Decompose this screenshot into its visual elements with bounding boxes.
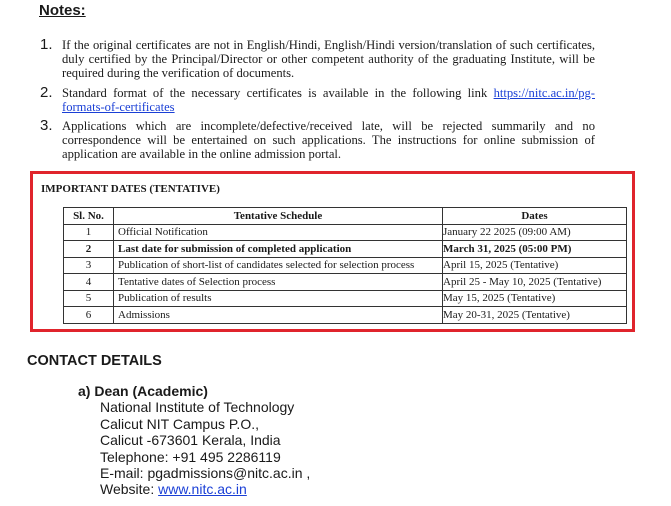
table-header-row <box>64 208 627 225</box>
table-row <box>64 274 627 291</box>
note-number: 1. <box>40 36 53 53</box>
row-schedule: Official Notification <box>114 224 443 241</box>
row-date: May 15, 2025 (Tentative) <box>443 290 627 307</box>
row-schedule: Publication of results <box>114 290 443 307</box>
row-date: April 25 - May 10, 2025 (Tentative) <box>443 274 627 291</box>
note-number: 2. <box>40 83 53 101</box>
row-number: 3 <box>64 257 114 274</box>
row-number: 5 <box>64 290 114 307</box>
table-row <box>64 307 627 324</box>
contact-line: E-mail: pgadmissions@nitc.ac.in , <box>100 465 311 482</box>
dates-table <box>63 207 627 324</box>
row-schedule: Tentative dates of Selection process <box>114 274 443 291</box>
contact-label: a) Dean (Academic) <box>78 383 208 399</box>
important-dates-heading: IMPORTANT DATES (TENTATIVE) <box>41 183 220 195</box>
table-row <box>64 257 627 274</box>
contact-line: Telephone: +91 495 2286119 <box>100 448 281 465</box>
row-schedule: Publication of short-list of candidates selected for selection process <box>114 257 443 274</box>
column-header: Dates <box>443 208 627 225</box>
row-schedule: Admissions <box>114 307 443 324</box>
contact-block <box>78 383 310 498</box>
table-row <box>64 290 627 307</box>
note-item <box>40 119 595 162</box>
row-number: 6 <box>64 307 114 324</box>
row-schedule: Last date for submission of completed application <box>114 241 443 258</box>
contact-details-title: CONTACT DETAILS <box>27 353 162 369</box>
row-date: May 20-31, 2025 (Tentative) <box>443 307 627 324</box>
note-text: Applications which are incomplete/defective/received late, will be rejected summarily and no correspondence will be entertained on such applications. The instructions for online submission of application are available in the online admission portal. <box>62 119 595 162</box>
table-row <box>64 224 627 241</box>
contact-line: National Institute of Technology <box>100 399 295 416</box>
row-date: April 15, 2025 (Tentative) <box>443 257 627 274</box>
note-item <box>40 38 595 81</box>
note-item <box>40 83 595 114</box>
column-header: Sl. No. <box>64 208 114 225</box>
note-text: Standard format of the necessary certificates is available in the following link <box>62 85 494 100</box>
row-number: 4 <box>64 274 114 291</box>
note-text: If the original certificates are not in English/Hindi, English/Hindi version/translation of such certificates, duly certified by the Principal/Director or other competent authority of the graduating Institute, will be required during the verification of documents. <box>62 38 595 81</box>
website-link[interactable]: www.nitc.ac.in <box>158 481 247 498</box>
row-date: March 31, 2025 (05:00 PM) <box>443 241 627 258</box>
contact-line: Calicut NIT Campus P.O., <box>100 415 259 432</box>
contact-line: Calicut -673601 Kerala, India <box>100 432 281 449</box>
notes-list <box>40 38 595 167</box>
table-row <box>64 241 627 258</box>
row-number: 1 <box>64 224 114 241</box>
row-number: 2 <box>64 241 114 258</box>
important-dates-box <box>30 171 635 332</box>
website-label: Website: <box>100 481 159 498</box>
website-line <box>78 481 310 497</box>
note-number: 3. <box>40 117 53 135</box>
column-header: Tentative Schedule <box>114 208 443 225</box>
certificates-link[interactable]: https://nitc.ac.in/pg-formats-of-certificates <box>62 85 595 114</box>
row-date: January 22 2025 (09:00 AM) <box>443 224 627 241</box>
notes-title: Notes: <box>39 2 86 19</box>
